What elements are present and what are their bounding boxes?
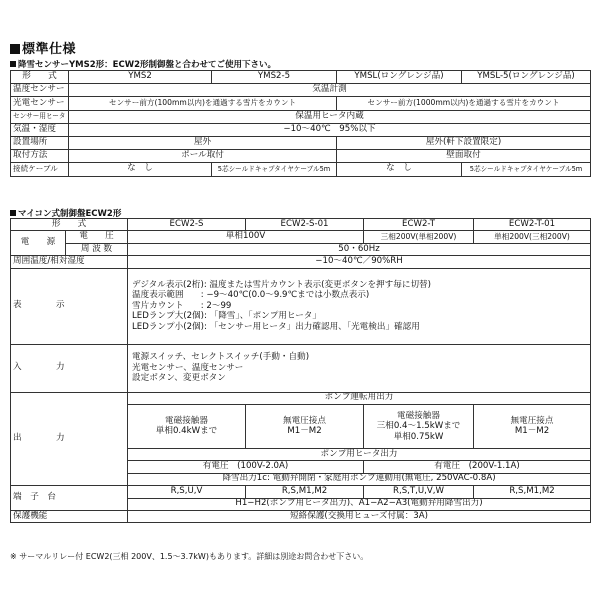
panel-heading: マイコン式制御盤ECW2形 [10, 207, 121, 219]
table-cell: 無電圧接点 M1－M2 [246, 404, 364, 448]
table-cell: 単相200V(三相200V) [474, 231, 591, 243]
row-label: 取付方法 [11, 150, 69, 163]
table-cell: R,S,T,U,V,W [364, 486, 474, 498]
table-cell: 電磁接触器 三相0.4〜1.5kWまで 単相0.75kW [364, 404, 474, 448]
table-cell: H1−H2(ポンプ用ヒータ出力)、A1−A2−A3(電動弁用降雪出力) [128, 498, 591, 510]
table-cell: 5芯シールドキャプタイヤケーブル5m [462, 163, 591, 176]
model-cell: YMS2 [69, 71, 212, 84]
table-cell: 屋外 [69, 136, 337, 149]
table-cell: −10〜40℃ 95%以下 [69, 123, 591, 136]
row-label: 接続ケーブル [11, 163, 69, 176]
table-cell: R,S,M1,M2 [246, 486, 364, 498]
table-cell: 有電圧 (100V-2.0A) [128, 461, 364, 473]
table-row [11, 510, 591, 522]
table-cell: 電磁接触器 単相0.4kWまで [128, 404, 246, 448]
table-row [11, 243, 591, 255]
table-row [11, 136, 591, 149]
sensor-spec-table [10, 70, 591, 177]
row-label: 形 式 [11, 71, 69, 84]
table-cell: センサー前方(1000mm以内)を通過する雪片をカウント [337, 97, 591, 110]
row-label: 入 力 [11, 344, 128, 392]
row-label: 電 源 [11, 231, 66, 256]
model-cell: ECW2-S-01 [246, 219, 364, 231]
model-cell: ECW2-T [364, 219, 474, 231]
row-label: 設置場所 [11, 136, 69, 149]
table-cell: 屋外(軒下設置限定) [337, 136, 591, 149]
table-cell: 5芯シールドキャプタイヤケーブル5m [212, 163, 337, 176]
table-cell: 降雪出力1c: 電動弁開閉・家庭用ポンプ連動用(無電圧, 250VAC-0.8A) [128, 473, 591, 485]
row-label: 端 子 台 [11, 486, 128, 511]
table-row [11, 344, 591, 392]
row-label: 表 示 [11, 268, 128, 344]
table-row [11, 392, 591, 404]
table-row [11, 84, 591, 97]
model-cell: YMSL-5(ロングレンジ品) [462, 71, 591, 84]
page-title: 標準仕様 [10, 38, 76, 57]
model-cell: YMSL(ロングレンジ品) [337, 71, 462, 84]
row-label: 周 波 数 [66, 243, 128, 255]
input-spec-text: 電源スイッチ、セレクトスイッチ(手動・自動) 光電センサー、温度センサー 設定ボタン、変更ボタン [128, 344, 591, 392]
table-cell: 無電圧接点 M1－M2 [474, 404, 591, 448]
table-cell: R,S,U,V [128, 486, 246, 498]
row-label: 気温・湿度 [11, 123, 69, 136]
table-cell: 単相100V [128, 231, 364, 243]
table-row [11, 219, 591, 231]
square-bullet-icon [10, 61, 16, 67]
square-bullet-icon [10, 210, 16, 216]
table-cell: 保温用ヒータ内蔵 [69, 110, 591, 123]
table-row [11, 486, 591, 498]
row-label: 形 式 [11, 219, 128, 231]
table-row [11, 268, 591, 344]
table-cell: な し [69, 163, 212, 176]
table-row [11, 150, 591, 163]
table-cell: ポンプ用ヒータ出力 [128, 448, 591, 460]
display-spec-text: デジタル表示(2桁): 温度または雪片カウント表示(変更ボタンを押す毎に切替) 温度表示範囲 : −9〜40℃(0.0〜9.9℃までは小数点表示) 雪片カウント : 2〜99 LEDランプ大(2個): 「降雪」、「ポンプ用ヒータ」 LEDランプ小(2個): 「センサー用ヒータ」出力確認用、「光電検出」確認用 [128, 268, 591, 344]
table-cell: −10〜40℃／90%RH [128, 256, 591, 268]
table-cell: ポール取付 [69, 150, 337, 163]
model-cell: ECW2-S [128, 219, 246, 231]
table-cell: な し [337, 163, 462, 176]
table-cell: 壁面取付 [337, 150, 591, 163]
table-cell: 三相200V(単相200V) [364, 231, 474, 243]
table-cell: センサー前方(100mm以内)を通過する雪片をカウント [69, 97, 337, 110]
footnote: ※ サーマルリレー付 ECW2(三相 200V、1.5〜3.7kW)もあります。詳細は別途お問合わせ下さい。 [10, 552, 369, 561]
row-label: 保護機能 [11, 510, 128, 522]
row-label: 温度センサー [11, 84, 69, 97]
square-bullet-icon [10, 44, 20, 54]
table-row [11, 256, 591, 268]
row-label: 出 力 [11, 392, 128, 486]
row-label: 光電センサー [11, 97, 69, 110]
table-cell: R,S,M1,M2 [474, 486, 591, 498]
table-cell: ポンプ運転用出力 [128, 392, 591, 404]
table-cell: 気温計測 [69, 84, 591, 97]
sensor-heading: 降雪センサーYMS2形：ECW2形制御盤と合わせてご使用下さい。 [10, 58, 276, 70]
table-row [11, 97, 591, 110]
model-cell: YMS2-5 [212, 71, 337, 84]
table-row [11, 163, 591, 176]
table-row [11, 110, 591, 123]
row-label: センサー用ヒータ [11, 110, 69, 123]
table-row [11, 231, 591, 243]
table-row [11, 123, 591, 136]
panel-spec-table [10, 218, 591, 523]
row-label: 周囲温度/相対湿度 [11, 256, 128, 268]
table-row [11, 71, 591, 84]
row-label: 電 圧 [66, 231, 128, 243]
table-cell: 50・60Hz [128, 243, 591, 255]
model-cell: ECW2-T-01 [474, 219, 591, 231]
table-cell: 短絡保護(交換用ヒューズ付属：3A) [128, 510, 591, 522]
table-cell: 有電圧 (200V-1.1A) [364, 461, 591, 473]
